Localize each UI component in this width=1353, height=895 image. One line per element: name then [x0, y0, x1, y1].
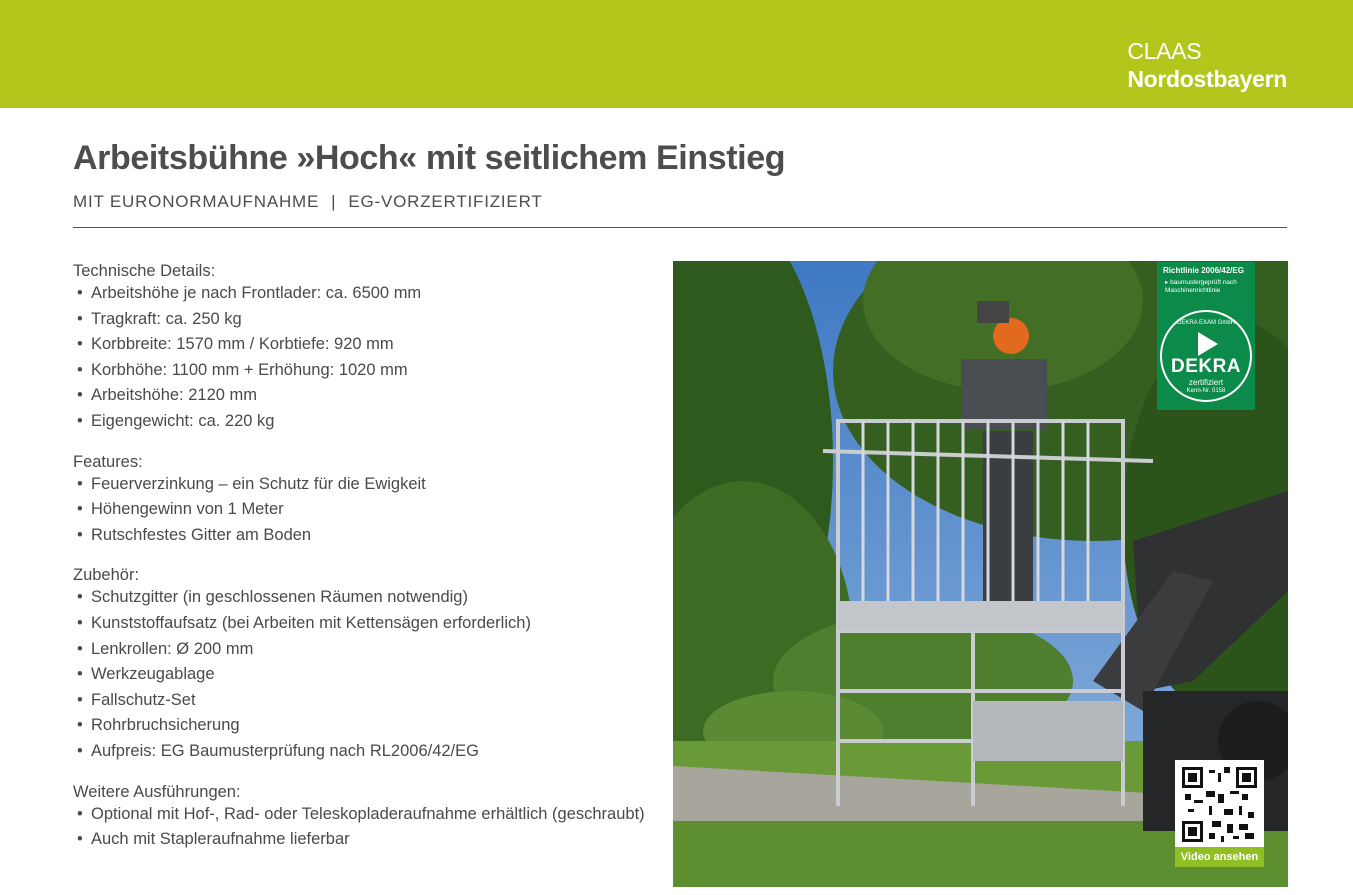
list-item: • Fallschutz-Set [77, 688, 653, 714]
list-item: • Aufpreis: EG Baumusterprüfung nach RL2006/42/EG [77, 739, 653, 765]
list-item: • Rohrbruchsicherung [77, 713, 653, 739]
page-subtitle [73, 192, 543, 212]
list-item: • Optional mit Hof-, Rad- oder Teleskopladeraufnahme erhältlich (geschraubt) [77, 802, 653, 828]
bullet-list [73, 472, 653, 549]
list-item: • Kunststoffaufsatz (bei Arbeiten mit Kettensägen erforderlich) [77, 611, 653, 637]
qr-code-icon [1182, 767, 1257, 842]
section-variants [73, 782, 653, 853]
subtitle-part2: EG-VORZERTIFIZIERT [348, 192, 543, 211]
brand-name: CLAAS [1127, 38, 1202, 64]
list-item: • Arbeitshöhe je nach Frontlader: ca. 6500 mm [77, 281, 653, 307]
seal-issuer: DEKRA EXAM GmbH [1176, 320, 1235, 326]
list-item: • Werkzeugablage [77, 662, 653, 688]
page-title: Arbeitsbühne »Hoch« mit seitlichem Einstieg [73, 139, 786, 177]
header-bar [0, 0, 1353, 108]
list-item: • Rutschfestes Gitter am Boden [77, 523, 653, 549]
list-item: • Feuerverzinkung – ein Schutz für die Ewigkeit [77, 472, 653, 498]
subtitle-separator: | [331, 192, 337, 211]
bullet-list [73, 281, 653, 435]
spec-content [73, 261, 653, 870]
dekra-certificate [1157, 262, 1255, 410]
dekra-triangle-icon [1198, 332, 1218, 356]
list-item: • Lenkrollen: Ø 200 mm [77, 637, 653, 663]
list-item: • Korbbreite: 1570 mm / Korbtiefe: 920 mm [77, 332, 653, 358]
subtitle-part1: MIT EURONORMAUFNAHME [73, 192, 320, 211]
section-technical-details [73, 261, 653, 435]
section-heading: Zubehör: [73, 566, 140, 585]
dekra-seal [1160, 310, 1252, 402]
bullet-list [73, 802, 653, 853]
list-item: • Korbhöhe: 1100 mm + Erhöhung: 1020 mm [77, 358, 653, 384]
section-heading: Features: [73, 452, 143, 471]
directive-note: ▸ baumustergeprüft nach Maschinenrichtlinie [1165, 279, 1237, 294]
brand-logo [1127, 38, 1287, 94]
list-item: • Eigengewicht: ca. 220 kg [77, 409, 653, 435]
list-item: • Arbeitshöhe: 2120 mm [77, 383, 653, 409]
brand-region: Nordostbayern [1127, 66, 1287, 92]
section-accessories [73, 565, 653, 764]
video-qr-code[interactable] [1175, 760, 1264, 867]
list-item: • Höhengewinn von 1 Meter [77, 497, 653, 523]
seal-number: Kenn-Nr. 0158 [1186, 388, 1226, 394]
seal-status: zertifiziert [1188, 378, 1224, 387]
bullet-list [73, 585, 653, 764]
section-heading: Weitere Ausführungen: [73, 782, 241, 801]
seal-name: DEKRA [1170, 356, 1242, 377]
list-item: • Auch mit Stapleraufnahme lieferbar [77, 827, 653, 853]
video-link[interactable]: Video ansehen [1175, 847, 1264, 867]
directive-label: Richtlinie 2006/42/EG [1163, 266, 1244, 275]
section-features [73, 452, 653, 549]
list-item: • Schutzgitter (in geschlossenen Räumen notwendig) [77, 585, 653, 611]
list-item: • Tragkraft: ca. 250 kg [77, 307, 653, 333]
divider [73, 227, 1287, 228]
section-heading: Technische Details: [73, 262, 216, 280]
